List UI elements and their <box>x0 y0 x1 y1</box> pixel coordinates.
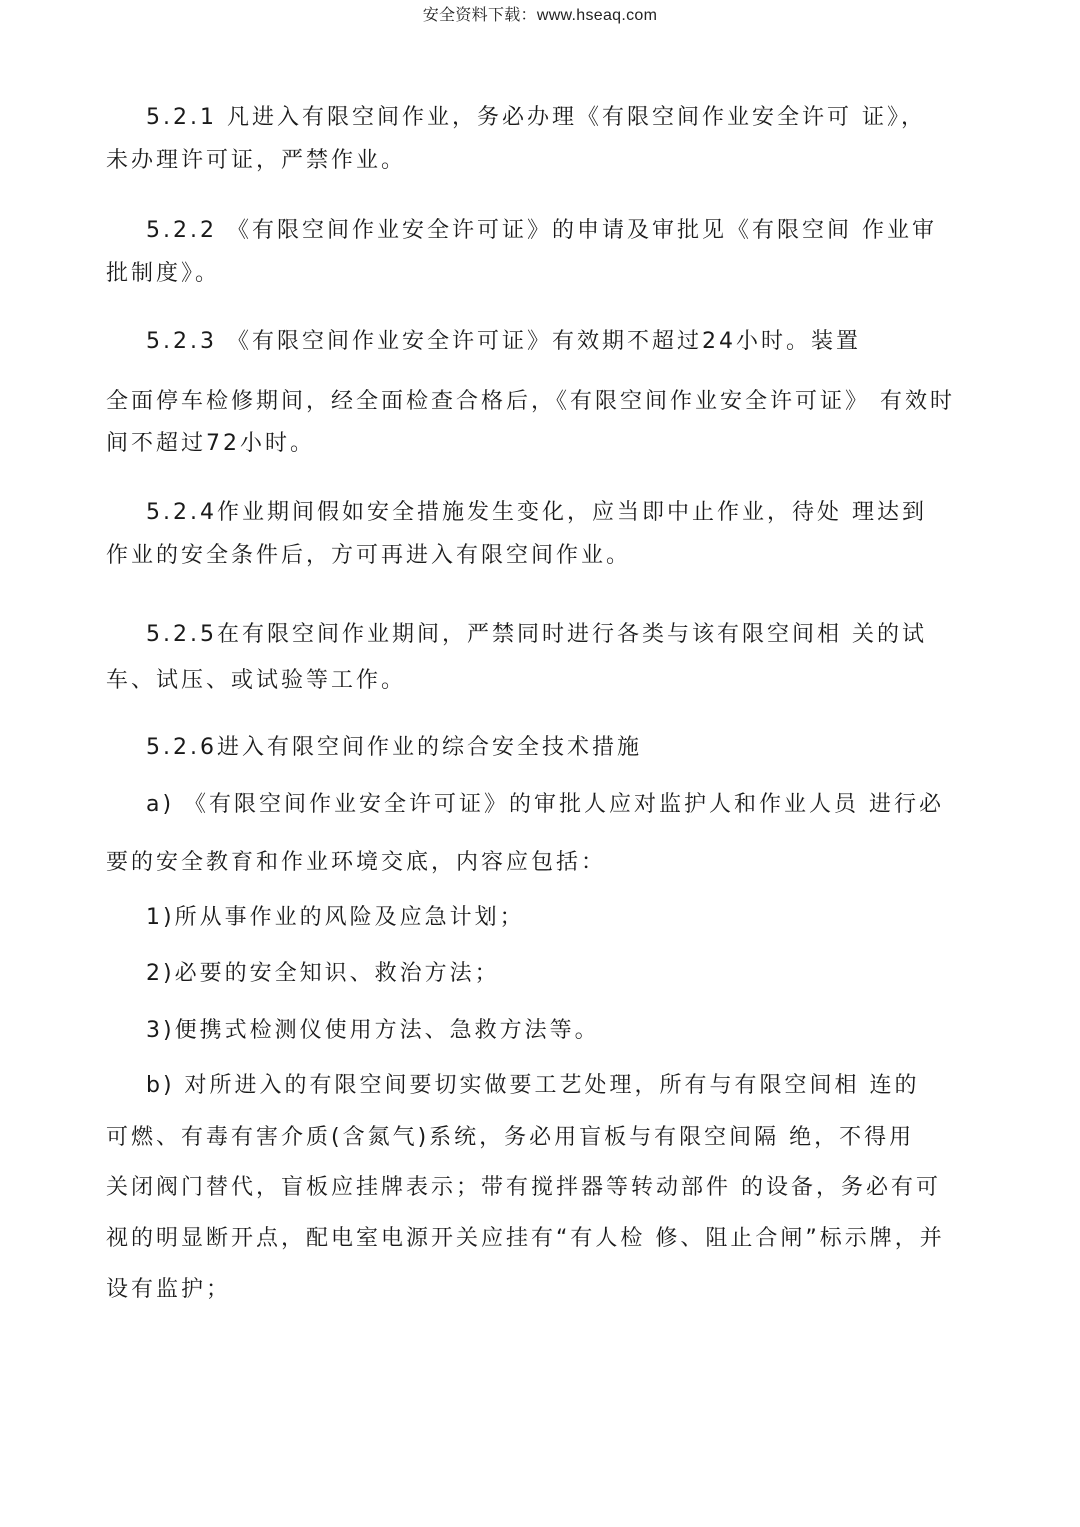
item-b-line-3: 关闭阀门替代，盲板应挂牌表示；带有搅拌器等转动部件 的设备，务必有可 <box>106 1175 941 1200</box>
clause-5-2-4-line-1: 5.2.4作业期间假如安全措施发生变化，应当即中止作业，待处 理达到 <box>146 500 927 525</box>
item-b-line-5: 设有监护； <box>106 1277 232 1302</box>
clause-5-2-3-line-3: 间不超过72小时。 <box>106 431 315 456</box>
clause-5-2-3-line-2: 全面停车检修期间，经全面检查合格后，《有限空间作业安全许可证》 有效时 <box>106 389 955 414</box>
sub-item-1: 1)所从事作业的风险及应急计划； <box>146 905 525 930</box>
item-b-line-2: 可燃、有毒有害介质(含氮气)系统，务必用盲板与有限空间隔 绝，不得用 <box>106 1125 915 1150</box>
clause-5-2-1-line-1: 5.2.1 凡进入有限空间作业，务必办理《有限空间作业安全许可 证》， <box>146 105 926 130</box>
sub-item-2: 2)必要的安全知识、救治方法； <box>146 961 500 986</box>
clause-5-2-4-line-2: 作业的安全条件后，方可再进入有限空间作业。 <box>106 543 632 568</box>
clause-5-2-3-line-1: 5.2.3 《有限空间作业安全许可证》有效期不超过24小时。装置 <box>146 329 861 354</box>
clause-5-2-6-heading: 5.2.6进入有限空间作业的综合安全技术措施 <box>146 735 642 760</box>
clause-5-2-2-line-1: 5.2.2 《有限空间作业安全许可证》的申请及审批见《有限空间 作业审 <box>146 218 937 243</box>
clause-5-2-5-line-1: 5.2.5在有限空间作业期间，严禁同时进行各类与该有限空间相 关的试 <box>146 622 927 647</box>
page-header-source: 安全资料下载：www.hseaq.com <box>422 7 658 24</box>
item-a-line-1: a) 《有限空间作业安全许可证》的审批人应对监护人和作业人员 进行必 <box>146 792 945 817</box>
item-a-line-2: 要的安全教育和作业环境交底，内容应包括： <box>106 850 607 875</box>
item-b-line-4: 视的明显断开点，配电室电源开关应挂有“有人检 修、阻止合闸”标示牌，并 <box>106 1226 945 1251</box>
clause-5-2-5-line-2: 车、试压、或试验等工作。 <box>106 668 407 693</box>
item-b-line-1: b) 对所进入的有限空间要切实做要工艺处理，所有与有限空间相 连的 <box>146 1073 920 1098</box>
clause-5-2-1-line-2: 未办理许可证，严禁作业。 <box>106 148 407 173</box>
sub-item-3: 3)便携式检测仪使用方法、急救方法等。 <box>146 1018 600 1043</box>
clause-5-2-2-line-2: 批制度》。 <box>106 261 221 286</box>
